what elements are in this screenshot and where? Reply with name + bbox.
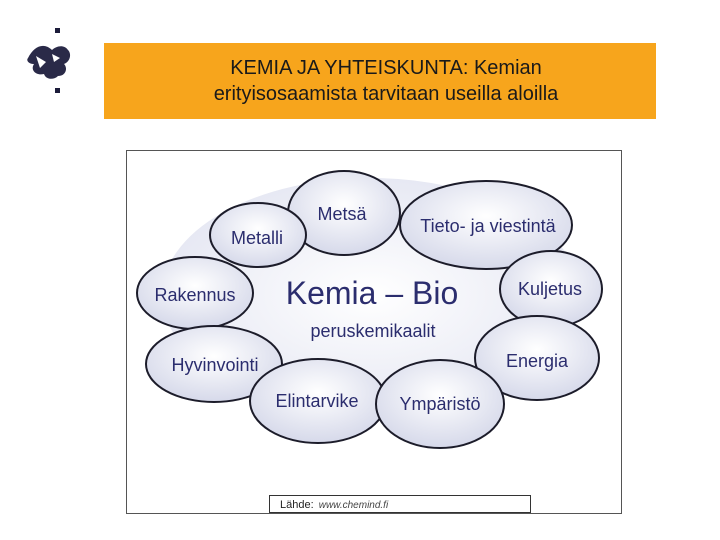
node-label-rakennus: Rakennus <box>154 285 236 305</box>
industry-diagram <box>126 150 622 514</box>
node-label-kuljetus: Kuljetus <box>517 279 583 299</box>
node-label-elintarvike: Elintarvike <box>275 391 359 411</box>
title-line-2: erityisosaamista tarvitaan useilla aloilla <box>213 83 559 105</box>
slide-title <box>202 55 559 107</box>
node-label-tieto: Tieto- ja viestintä <box>420 216 556 236</box>
center-title: Kemia – Bio <box>285 275 459 311</box>
slide-title-banner <box>104 43 656 119</box>
node-label-metsa: Metsä <box>317 204 367 224</box>
node-label-hyvinvointi: Hyvinvointi <box>171 355 259 375</box>
source-label: Lähde: <box>280 499 314 511</box>
center-subtitle: peruskemikaalit <box>310 321 436 341</box>
diagram-canvas <box>127 151 621 513</box>
node-label-energia: Energia <box>505 351 569 371</box>
node-label-metalli: Metalli <box>230 228 284 248</box>
source-url: www.chemind.fi <box>318 500 389 511</box>
university-logo-icon <box>22 28 82 98</box>
node-label-ymparisto: Ympäristö <box>399 394 481 414</box>
title-line-1: KEMIA JA YHTEISKUNTA: Kemian <box>230 57 542 79</box>
source-citation <box>269 495 531 513</box>
